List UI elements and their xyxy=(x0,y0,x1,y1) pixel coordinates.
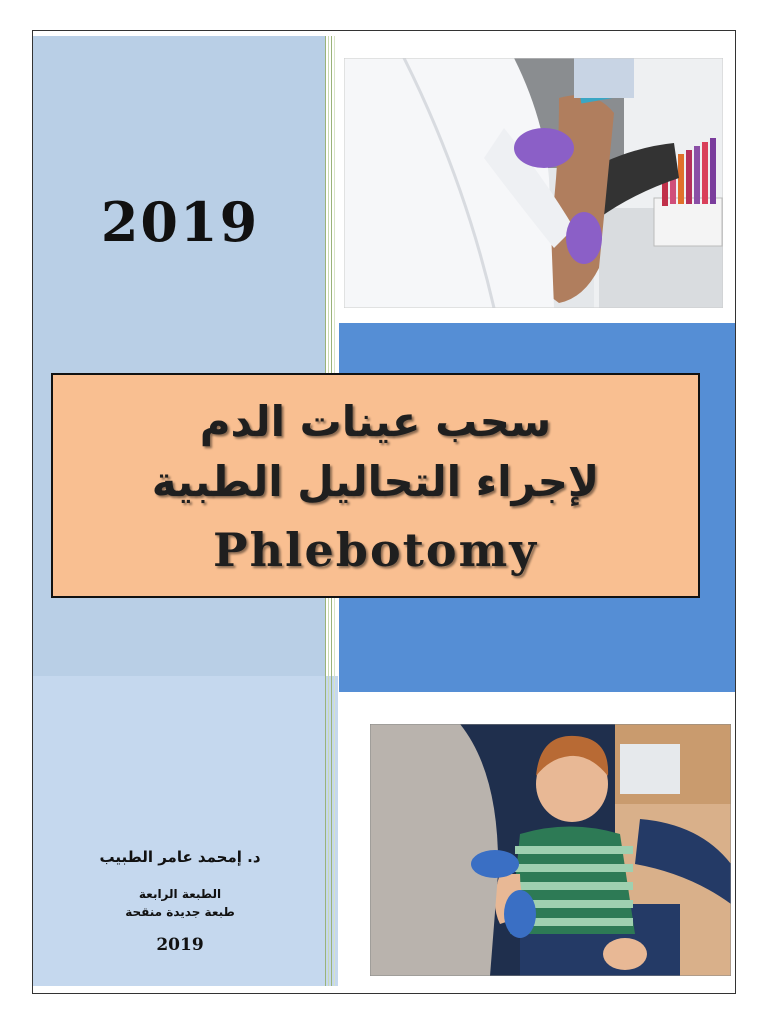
cover-year: 2019 xyxy=(100,190,260,254)
title-arabic-line1: سحب عينات الدم xyxy=(199,397,552,446)
bottom-photo xyxy=(370,724,731,976)
edition-info xyxy=(60,885,300,921)
edition-line2: طبعة جديدة منقحة xyxy=(125,905,235,919)
child-blood-draw-image xyxy=(370,724,731,976)
author-name: د. إمحمد عامر الطبيب xyxy=(99,848,261,866)
edition-line1: الطبعة الرابعة xyxy=(138,887,222,901)
phlebotomy-arm-image xyxy=(344,58,723,308)
title-english: Phlebotomy xyxy=(213,523,538,577)
edition-year: 2019 xyxy=(156,935,204,955)
title-arabic-line2: لإجراء التحاليل الطبية xyxy=(151,457,600,506)
top-photo xyxy=(344,58,723,308)
title-box xyxy=(51,373,700,598)
